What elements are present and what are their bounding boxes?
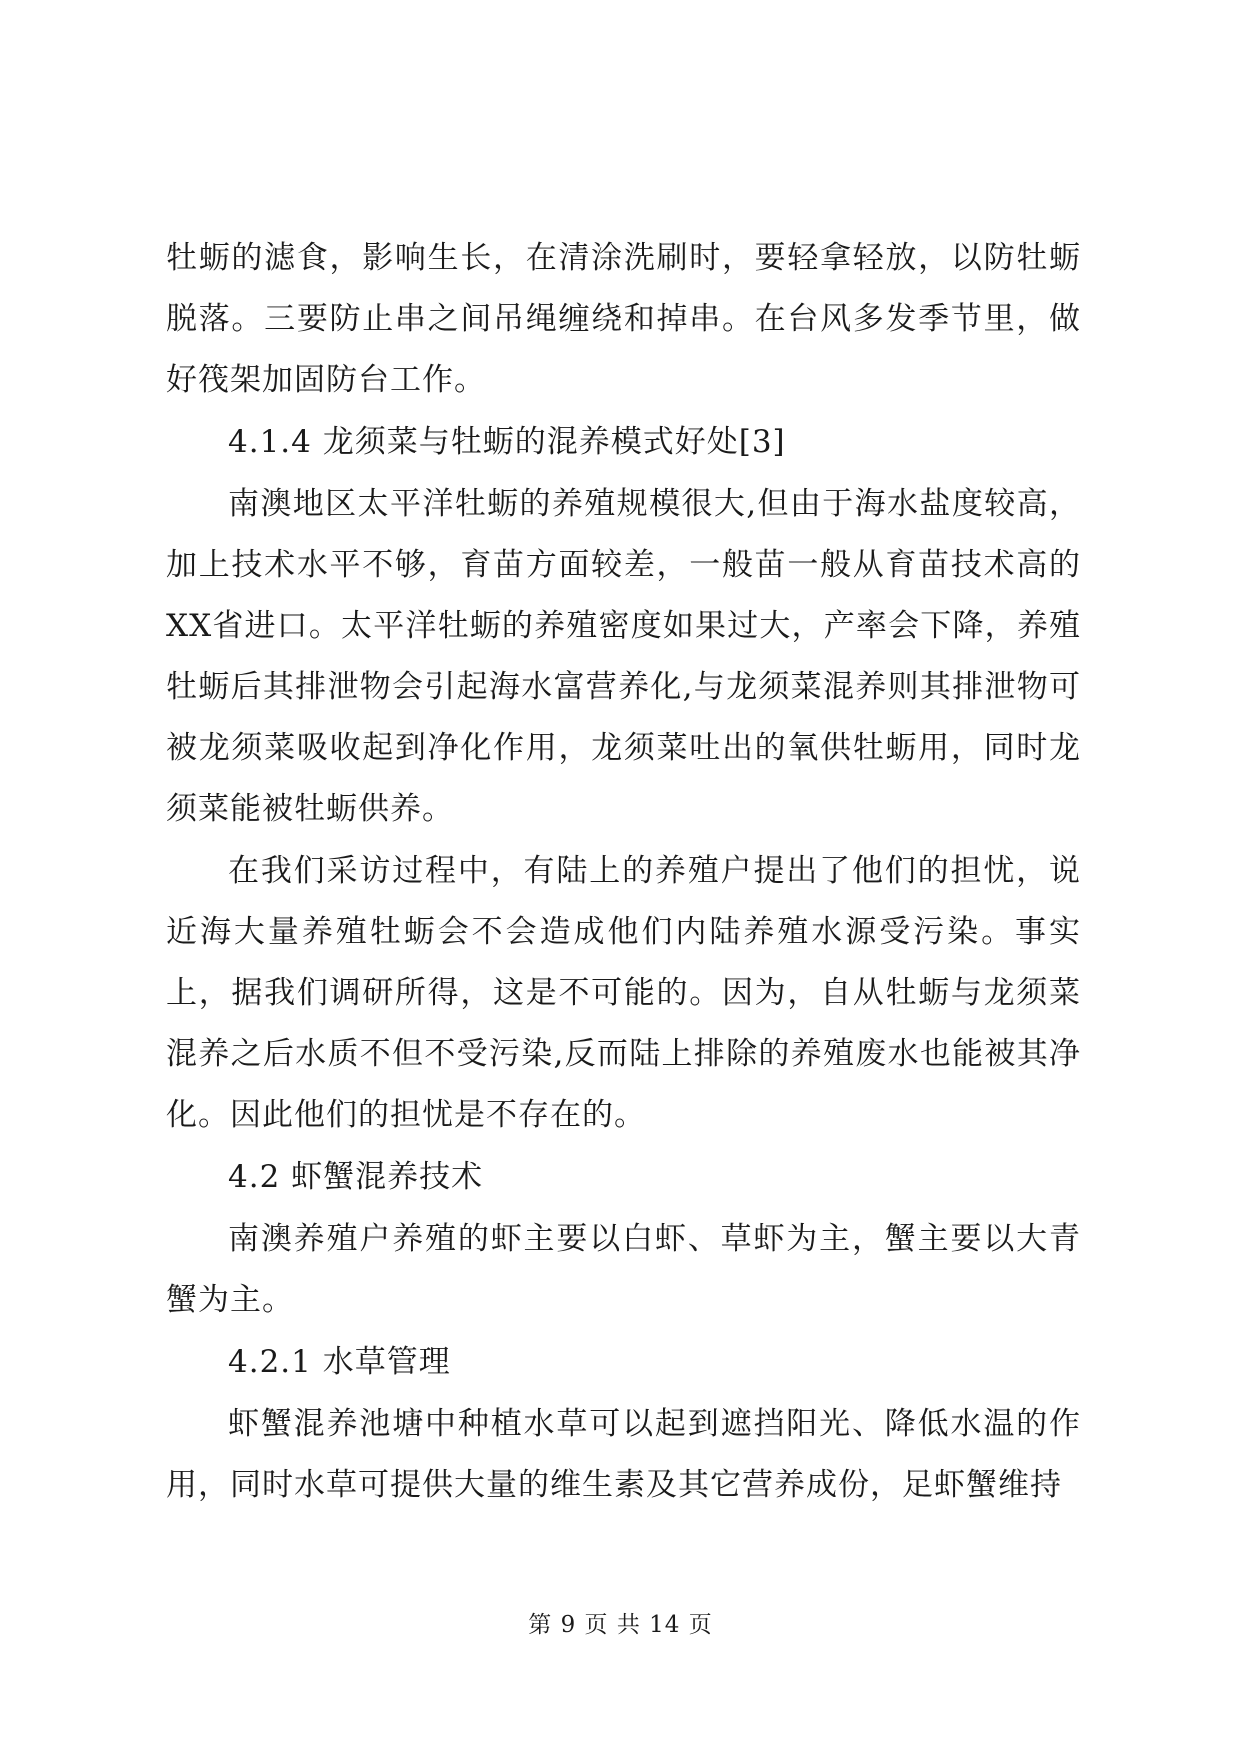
paragraph-continuation: 牡蛎的滤食，影响生长，在清涂洗刷时，要轻拿轻放，以防牡蛎脱落。三要防止串之间吊绳缠绕和掉串。在台风多发季节里，做好筏架加固防台工作。 xyxy=(166,240,1081,398)
section-heading-4-2: 4.2 虾蟹混养技术 xyxy=(228,1159,484,1195)
body-text xyxy=(166,228,1081,1517)
paragraph: 在我们采访过程中，有陆上的养殖户提出了他们的担忧，说近海大量养殖牡蛎会不会造成他们内陆养殖水源受污染。事实上，据我们调研所得，这是不可能的。因为，自从牡蛎与龙须菜混养之后水质不但不受污染,反而陆上排除的养殖废水也能被其净化。因此他们的担忧是不存在的。 xyxy=(166,853,1081,1133)
paragraph: 南澳养殖户养殖的虾主要以白虾、草虾为主，蟹主要以大青蟹为主。 xyxy=(166,1221,1081,1318)
section-heading-4-2-1: 4.2.1 水草管理 xyxy=(228,1344,451,1380)
section-heading-4-1-4: 4.1.4 龙须菜与牡蛎的混养模式好处[3] xyxy=(228,424,786,460)
page-number-footer: 第 9 页 共 14 页 xyxy=(528,1612,713,1638)
paragraph: 虾蟹混养池塘中种植水草可以起到遮挡阳光、降低水温的作用，同时水草可提供大量的维生素及其它营养成份，足虾蟹维持 xyxy=(166,1406,1081,1503)
paragraph: 南澳地区太平洋牡蛎的养殖规模很大,但由于海水盐度较高，加上技术水平不够，育苗方面较差，一般苗一般从育苗技术高的XX省进口。太平洋牡蛎的养殖密度如果过大，产率会下降，养殖牡蛎后其排泄物会引起海水富营养化,与龙须菜混养则其排泄物可被龙须菜吸收起到净化作用，龙须菜吐出的氧供牡蛎用，同时龙须菜能被牡蛎供养。 xyxy=(166,486,1081,827)
